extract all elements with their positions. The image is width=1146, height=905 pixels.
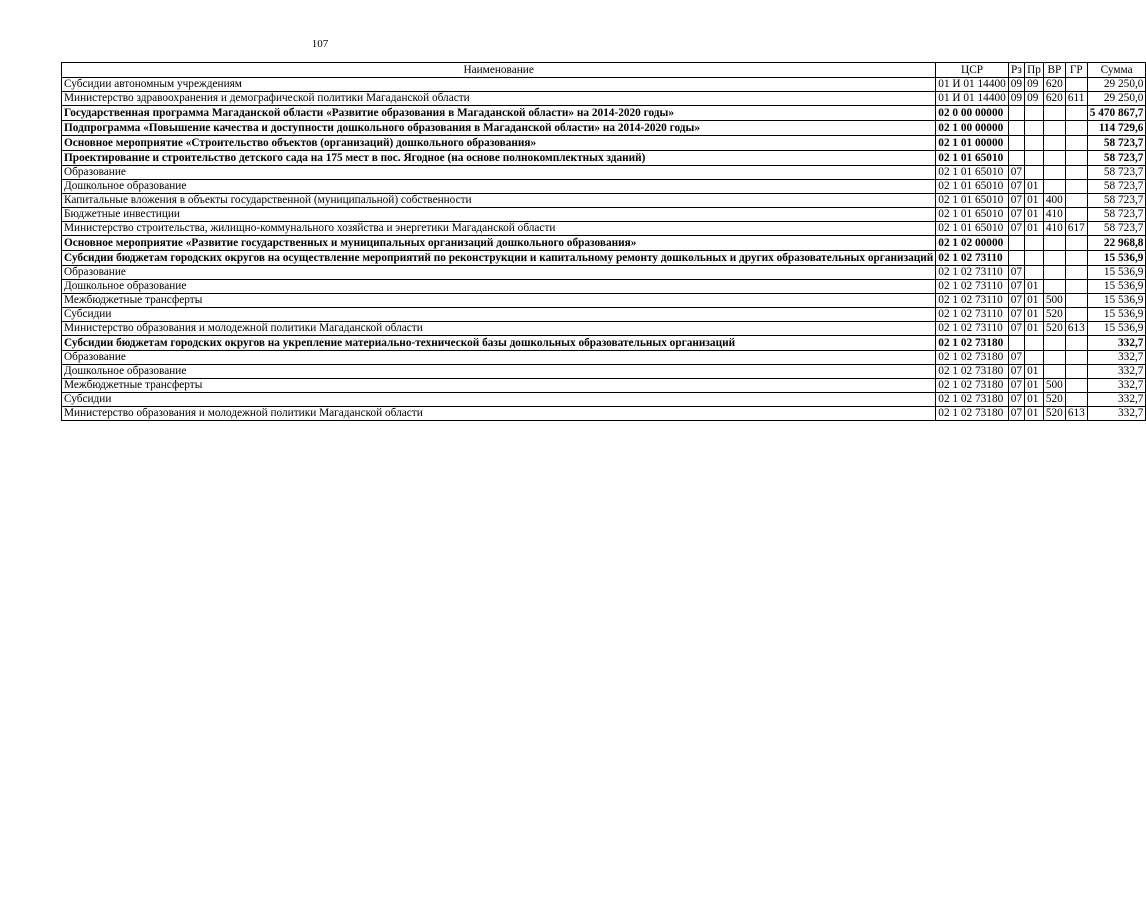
- row-sum: 15 536,9: [1087, 266, 1146, 280]
- row-sum: 15 536,9: [1087, 322, 1146, 336]
- row-rz: 07: [1008, 379, 1024, 393]
- row-csr: 02 1 02 73110: [936, 308, 1008, 322]
- table-row: [62, 194, 1146, 208]
- row-rz: 07: [1008, 393, 1024, 407]
- header-name: Наименование: [62, 63, 936, 78]
- row-pr: [1025, 136, 1044, 151]
- row-csr: 02 1 02 73180: [936, 336, 1008, 351]
- row-gr: 617: [1065, 222, 1087, 236]
- table-row: [62, 308, 1146, 322]
- row-vr: [1043, 351, 1065, 365]
- row-gr: [1065, 336, 1087, 351]
- table-row: [62, 78, 1146, 92]
- row-sum: 29 250,0: [1087, 92, 1146, 106]
- table-header-row: [62, 63, 1146, 78]
- row-gr: [1065, 308, 1087, 322]
- table-row: [62, 222, 1146, 236]
- row-name: Государственная программа Магаданской области «Развитие образования в Магаданской области» на 2014-2020 годы»: [62, 106, 936, 121]
- row-vr: 500: [1043, 294, 1065, 308]
- row-csr: 01 И 01 14400: [936, 78, 1008, 92]
- row-rz: [1008, 121, 1024, 136]
- row-gr: [1065, 379, 1087, 393]
- row-vr: [1043, 336, 1065, 351]
- row-pr: 01: [1025, 322, 1044, 336]
- row-rz: 07: [1008, 365, 1024, 379]
- row-sum: 58 723,7: [1087, 151, 1146, 166]
- row-rz: 07: [1008, 294, 1024, 308]
- row-sum: 15 536,9: [1087, 308, 1146, 322]
- row-rz: [1008, 336, 1024, 351]
- table-row: [62, 180, 1146, 194]
- table-row: [62, 365, 1146, 379]
- table-row: [62, 92, 1146, 106]
- row-name: Основное мероприятие «Строительство объектов (организаций) дошкольного образования»: [62, 136, 936, 151]
- row-name: Бюджетные инвестиции: [62, 208, 936, 222]
- table-row: [62, 236, 1146, 251]
- header-pr: Пр: [1025, 63, 1044, 78]
- table-row: [62, 351, 1146, 365]
- row-gr: [1065, 208, 1087, 222]
- row-pr: 01: [1025, 308, 1044, 322]
- row-gr: 613: [1065, 407, 1087, 421]
- row-rz: 09: [1008, 92, 1024, 106]
- row-vr: [1043, 106, 1065, 121]
- row-vr: 410: [1043, 222, 1065, 236]
- row-csr: 02 1 00 00000: [936, 121, 1008, 136]
- table-row: [62, 121, 1146, 136]
- row-pr: 09: [1025, 92, 1044, 106]
- row-csr: 01 И 01 14400: [936, 92, 1008, 106]
- table-row: [62, 106, 1146, 121]
- row-rz: 07: [1008, 208, 1024, 222]
- row-pr: [1025, 106, 1044, 121]
- row-name: Министерство образования и молодежной политики Магаданской области: [62, 407, 936, 421]
- page-number: 107: [311, 38, 329, 50]
- row-vr: [1043, 266, 1065, 280]
- row-sum: 332,7: [1087, 379, 1146, 393]
- row-vr: 500: [1043, 379, 1065, 393]
- row-gr: [1065, 294, 1087, 308]
- row-name: Проектирование и строительство детского сада на 175 мест в пос. Ягодное (на основе полнокомплектных зданий): [62, 151, 936, 166]
- table-row: [62, 393, 1146, 407]
- row-rz: 07: [1008, 194, 1024, 208]
- row-name: Межбюджетные трансферты: [62, 294, 936, 308]
- row-pr: 01: [1025, 280, 1044, 294]
- row-sum: 15 536,9: [1087, 294, 1146, 308]
- row-rz: 07: [1008, 351, 1024, 365]
- row-sum: 58 723,7: [1087, 208, 1146, 222]
- row-rz: 07: [1008, 166, 1024, 180]
- row-pr: 01: [1025, 208, 1044, 222]
- table-row: [62, 208, 1146, 222]
- row-name: Субсидии: [62, 393, 936, 407]
- row-pr: [1025, 251, 1044, 266]
- row-pr: [1025, 336, 1044, 351]
- header-sum: Сумма: [1087, 63, 1146, 78]
- table-row: [62, 136, 1146, 151]
- table-row: [62, 407, 1146, 421]
- row-pr: 01: [1025, 379, 1044, 393]
- row-name: Межбюджетные трансферты: [62, 379, 936, 393]
- row-gr: [1065, 194, 1087, 208]
- row-name: Образование: [62, 351, 936, 365]
- table-row: [62, 266, 1146, 280]
- row-gr: [1065, 180, 1087, 194]
- row-name: Субсидии автономным учреждениям: [62, 78, 936, 92]
- row-gr: [1065, 280, 1087, 294]
- row-vr: [1043, 251, 1065, 266]
- row-vr: 620: [1043, 92, 1065, 106]
- row-rz: 09: [1008, 78, 1024, 92]
- row-pr: 01: [1025, 180, 1044, 194]
- row-gr: 611: [1065, 92, 1087, 106]
- row-name: Подпрограмма «Повышение качества и доступности дошкольного образования в Магаданской области» на 2014-2020 годы»: [62, 121, 936, 136]
- row-gr: [1065, 236, 1087, 251]
- row-pr: [1025, 121, 1044, 136]
- row-csr: 02 1 01 00000: [936, 136, 1008, 151]
- row-name: Основное мероприятие «Развитие государственных и муниципальных организаций дошкольного образования»: [62, 236, 936, 251]
- row-vr: [1043, 180, 1065, 194]
- row-vr: [1043, 136, 1065, 151]
- table-row: [62, 336, 1146, 351]
- row-rz: [1008, 236, 1024, 251]
- header-csr: ЦСР: [936, 63, 1008, 78]
- row-sum: 58 723,7: [1087, 166, 1146, 180]
- row-sum: 114 729,6: [1087, 121, 1146, 136]
- row-sum: 332,7: [1087, 393, 1146, 407]
- row-name: Дошкольное образование: [62, 365, 936, 379]
- row-vr: [1043, 121, 1065, 136]
- row-gr: [1065, 166, 1087, 180]
- row-vr: 620: [1043, 78, 1065, 92]
- table-row: [62, 251, 1146, 266]
- row-csr: 02 1 02 73180: [936, 379, 1008, 393]
- row-pr: 01: [1025, 222, 1044, 236]
- table-row: [62, 294, 1146, 308]
- row-vr: 520: [1043, 308, 1065, 322]
- row-sum: 22 968,8: [1087, 236, 1146, 251]
- row-rz: 07: [1008, 222, 1024, 236]
- row-rz: 07: [1008, 407, 1024, 421]
- table-row: [62, 280, 1146, 294]
- row-csr: 02 1 02 73110: [936, 322, 1008, 336]
- row-rz: [1008, 251, 1024, 266]
- row-rz: 07: [1008, 322, 1024, 336]
- row-gr: [1065, 365, 1087, 379]
- row-csr: 02 1 02 00000: [936, 236, 1008, 251]
- row-gr: [1065, 151, 1087, 166]
- row-csr: 02 1 02 73110: [936, 251, 1008, 266]
- row-csr: 02 1 01 65010: [936, 166, 1008, 180]
- row-csr: 02 1 02 73110: [936, 266, 1008, 280]
- table-body: [62, 78, 1146, 421]
- row-rz: 07: [1008, 280, 1024, 294]
- table-row: [62, 322, 1146, 336]
- row-csr: 02 1 02 73110: [936, 294, 1008, 308]
- row-gr: [1065, 136, 1087, 151]
- budget-table: [61, 62, 1146, 421]
- row-pr: 09: [1025, 78, 1044, 92]
- row-pr: [1025, 166, 1044, 180]
- row-name: Субсидии бюджетам городских округов на укрепление материально-технической базы дошкольных образовательных организаций: [62, 336, 936, 351]
- row-name: Образование: [62, 166, 936, 180]
- row-gr: [1065, 393, 1087, 407]
- row-sum: 5 470 867,7: [1087, 106, 1146, 121]
- row-csr: 02 1 01 65010: [936, 180, 1008, 194]
- row-pr: 01: [1025, 194, 1044, 208]
- row-vr: 410: [1043, 208, 1065, 222]
- row-vr: [1043, 151, 1065, 166]
- row-gr: 613: [1065, 322, 1087, 336]
- row-csr: 02 1 01 65010: [936, 208, 1008, 222]
- row-csr: 02 1 01 65010: [936, 222, 1008, 236]
- row-vr: 520: [1043, 322, 1065, 336]
- row-pr: 01: [1025, 407, 1044, 421]
- row-sum: 58 723,7: [1087, 180, 1146, 194]
- row-vr: [1043, 166, 1065, 180]
- row-rz: [1008, 136, 1024, 151]
- row-gr: [1065, 266, 1087, 280]
- row-pr: [1025, 151, 1044, 166]
- row-name: Министерство строительства, жилищно-коммунального хозяйства и энергетики Магаданской области: [62, 222, 936, 236]
- row-csr: 02 1 01 65010: [936, 194, 1008, 208]
- row-pr: 01: [1025, 365, 1044, 379]
- row-csr: 02 1 02 73180: [936, 365, 1008, 379]
- header-gr: ГР: [1065, 63, 1087, 78]
- row-gr: [1065, 251, 1087, 266]
- row-sum: 332,7: [1087, 407, 1146, 421]
- row-csr: 02 1 02 73180: [936, 407, 1008, 421]
- row-rz: 07: [1008, 180, 1024, 194]
- row-name: Министерство здравоохранения и демографической политики Магаданской области: [62, 92, 936, 106]
- row-name: Министерство образования и молодежной политики Магаданской области: [62, 322, 936, 336]
- row-rz: 07: [1008, 308, 1024, 322]
- row-name: Дошкольное образование: [62, 280, 936, 294]
- row-pr: 01: [1025, 294, 1044, 308]
- row-rz: [1008, 151, 1024, 166]
- row-name: Капитальные вложения в объекты государственной (муниципальной) собственности: [62, 194, 936, 208]
- row-csr: 02 1 02 73180: [936, 393, 1008, 407]
- row-pr: [1025, 351, 1044, 365]
- row-gr: [1065, 121, 1087, 136]
- row-name: Субсидии: [62, 308, 936, 322]
- row-csr: 02 1 01 65010: [936, 151, 1008, 166]
- row-vr: [1043, 280, 1065, 294]
- row-sum: 15 536,9: [1087, 280, 1146, 294]
- header-vr: ВР: [1043, 63, 1065, 78]
- table-row: [62, 151, 1146, 166]
- row-gr: [1065, 351, 1087, 365]
- row-csr: 02 1 02 73180: [936, 351, 1008, 365]
- row-sum: 29 250,0: [1087, 78, 1146, 92]
- row-name: Дошкольное образование: [62, 180, 936, 194]
- row-sum: 58 723,7: [1087, 222, 1146, 236]
- row-rz: 07: [1008, 266, 1024, 280]
- row-name: Образование: [62, 266, 936, 280]
- row-gr: [1065, 78, 1087, 92]
- row-pr: [1025, 266, 1044, 280]
- row-sum: 332,7: [1087, 336, 1146, 351]
- row-vr: 400: [1043, 194, 1065, 208]
- row-csr: 02 0 00 00000: [936, 106, 1008, 121]
- row-vr: [1043, 236, 1065, 251]
- table-row: [62, 379, 1146, 393]
- row-csr: 02 1 02 73110: [936, 280, 1008, 294]
- row-sum: 332,7: [1087, 351, 1146, 365]
- row-sum: 15 536,9: [1087, 251, 1146, 266]
- row-vr: 520: [1043, 407, 1065, 421]
- row-pr: [1025, 236, 1044, 251]
- row-name: Субсидии бюджетам городских округов на осуществление мероприятий по реконструкции и капитальному ремонту дошкольных и других образовательных организаций: [62, 251, 936, 266]
- row-rz: [1008, 106, 1024, 121]
- table-row: [62, 166, 1146, 180]
- header-rz: Рз: [1008, 63, 1024, 78]
- row-vr: 520: [1043, 393, 1065, 407]
- row-sum: 58 723,7: [1087, 194, 1146, 208]
- row-vr: [1043, 365, 1065, 379]
- row-sum: 332,7: [1087, 365, 1146, 379]
- row-gr: [1065, 106, 1087, 121]
- row-sum: 58 723,7: [1087, 136, 1146, 151]
- row-pr: 01: [1025, 393, 1044, 407]
